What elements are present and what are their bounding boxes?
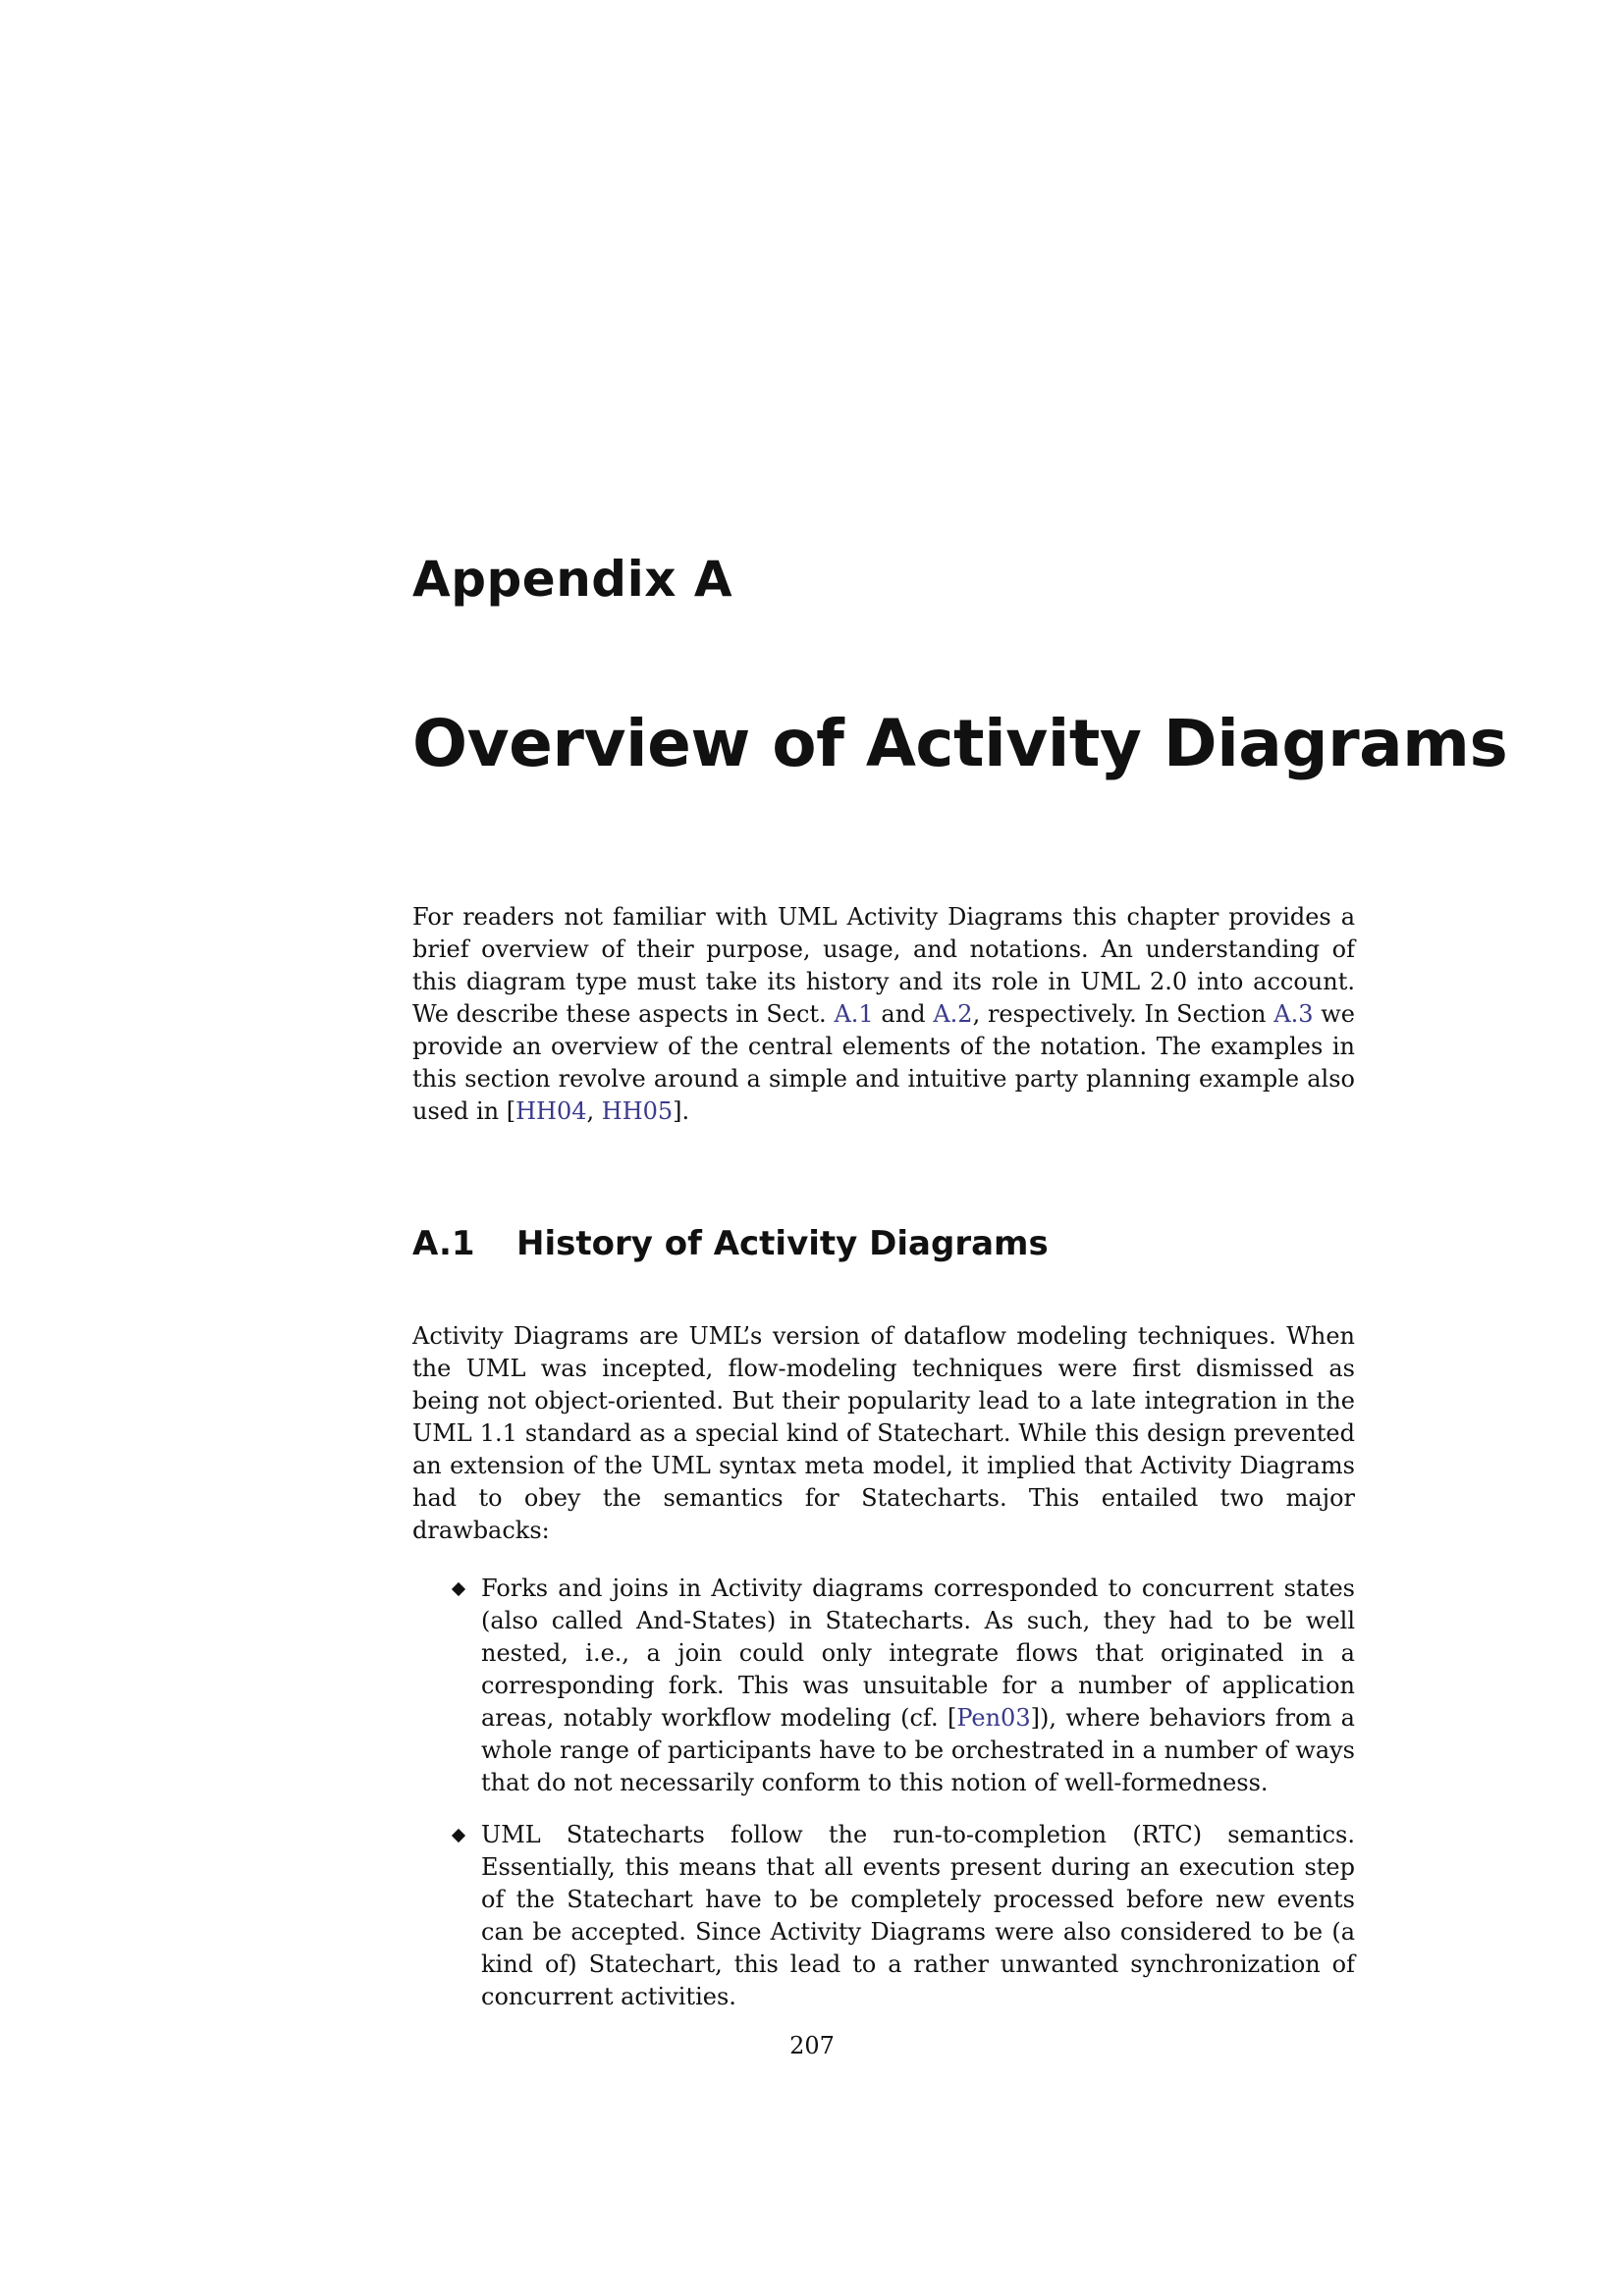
ref-link-a2[interactable]: A.2 [933,1000,973,1028]
drawbacks-list [412,1573,1355,2013]
bullet-2-text: UML Statecharts follow the run-to-completion (RTC) semantics. Essentially, this means that all events present during an execution step of the Statechart have to be completely processed before new events can be accepted. Since Activity Diagrams were also considered to be (a kind of) Statechart, this lead to a rather unwanted synchronization of concurrent activities. [481,1821,1355,2010]
section-number: A.1 [412,1224,475,1263]
intro-text-1: For readers not familiar with UML Activity Diagrams this chapter provides a brief overview of their purpose, usage, and notations. An understanding of this diagram type must take its history and its role in UML 2.0 into account. We describe these aspects in Sect. [412,903,1355,1028]
list-item [412,1573,1355,1799]
citation-link-pen03[interactable]: Pen03 [956,1704,1031,1732]
section-heading [412,1222,1355,1265]
section-title: History of Activity Diagrams [516,1224,1049,1263]
intro-text-5: , [586,1097,602,1125]
list-item [412,1819,1355,2013]
citation-link-hh04[interactable]: HH04 [515,1097,587,1125]
diamond-bullet-icon [452,1582,465,1596]
intro-text-6: ]. [673,1097,690,1125]
section-paragraph: Activity Diagrams are UML’s version of dataflow modeling techniques. When the UML was incepted, flow-modeling techniques were first dismissed as being not object-oriented. But their popularity lead to a late integration in the UML 1.1 standard as a special kind of Statechart. While this design prevented an extension of the UML syntax meta model, it implied that Activity Diagrams had to obey the semantics for Statecharts. This entailed two major drawbacks: [412,1322,1355,1544]
chapter-title: Overview of Activity Diagrams [412,706,1508,781]
ref-link-a1[interactable]: A.1 [834,1000,874,1028]
intro-text-2: and [873,1000,934,1028]
appendix-label: Appendix A [412,551,733,608]
intro-text-4: we provide an overview of the central elements of the notation. The examples in this section revolve around a simple and intuitive party planning example also used in [ [412,1000,1355,1125]
intro-text-3: , respectively. In Section [972,1000,1274,1028]
page-content [412,550,1508,2033]
intro-paragraph [412,901,1355,1128]
bullet-1-text-2: ]), where behaviors from a whole range of participants have to be orchestrated in a number of ways that do not necessarily conform to this notion of well-formedness. [481,1704,1355,1796]
bullet-1-text-1: Forks and joins in Activity diagrams corresponded to concurrent states (also called And-States) in Statecharts. As such, they had to be well nested, i.e., a join could only integrate flows that originated in a corresponding fork. This was unsuitable for a number of application areas, notably workflow modeling (cf. [ [481,1575,1355,1732]
citation-link-hh05[interactable]: HH05 [601,1097,674,1125]
ref-link-a3[interactable]: A.3 [1273,1000,1314,1028]
page-number: 207 [789,2032,835,2059]
diamond-bullet-icon [452,1829,465,1842]
